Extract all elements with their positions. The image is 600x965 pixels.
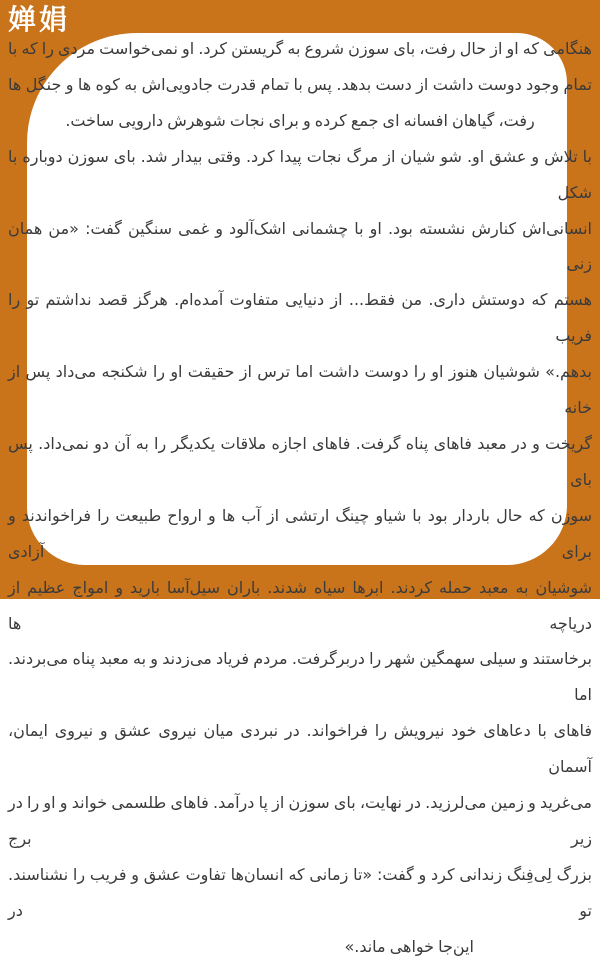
story-line: برخاستند و سیلی سهمگین شهر را دربرگرفت. مردم فریاد می‌زدند و به معبد پناه می‌بردند. اما [8,649,592,705]
story-line: هنگامی که او از حال رفت، بای سوزن شروع به گریستن کرد. او نمی‌خواست مردی را که با [8,39,592,58]
story-line: این‌جا خواهی ماند.» [344,936,474,956]
story-line: هستم که دوستش داری. من فقط... از دنیایی متفاوت آمده‌ام. هرگز قصد نداشتم تو را فریب [8,290,592,346]
story-line: فاهای با دعاهای خود نیرویش را فراخواند. در نبردی میان نیروی عشق و نیروی ایمان، آسمان [8,721,592,777]
story-line: شوشیان به معبد حمله کردند. ابرها سیاه شدند. باران سیل‌آسا بارید و امواج عظیم از دریاچه ها [8,577,592,633]
story-line: رفت، گیاهان افسانه ای جمع کرده و برای نجات شوهرش دارویی ساخت. [65,110,535,130]
story-line: تمام وجود دوست داشت از دست بدهد. پس با تمام قدرت جادویی‌اش به کوه ها و جنگل ها [8,74,592,94]
story-text [8,31,592,965]
story-line: می‌غرید و زمین می‌لرزید. در نهایت، بای سوزن از پا درآمد. فاهای طلسمی خواند و او را در زیر برج [8,793,592,848]
page-title: 婵娟 [8,3,71,36]
story-line: بزرگ لِی‌فِنگ زندانی کرد و گفت: «تا زمانی که انسان‌ها تفاوت عشق و فریب را نشناسند. تو در [8,864,592,920]
story-line: سوزن که حال باردار بود با شیاو چینگ ارتشی از آب ها و ارواح طبیعت را فراخواندند و برای آزادی [8,505,592,561]
story-line: گریخت و در معبد فاهای پناه گرفت. فاهای اجازه ملاقات یکدیگر را به آن دو نمی‌داد. پس بای [8,433,592,489]
story-line: با تلاش و عشق او. شو شیان از مرگ نجات پیدا کرد. وقتی بیدار شد. بای سوزن دوباره با شکل [8,146,592,202]
story-line: بدهم.» شوشیان هنوز او را دوست داشت اما ترس از حقیقت او را شکنجه می‌داد پس از خانه [8,362,592,418]
story-line: انسانی‌اش کنارش نشسته بود. او با چشمانی اشک‌آلود و غمی سنگین گفت: «من همان زنی [8,218,592,274]
